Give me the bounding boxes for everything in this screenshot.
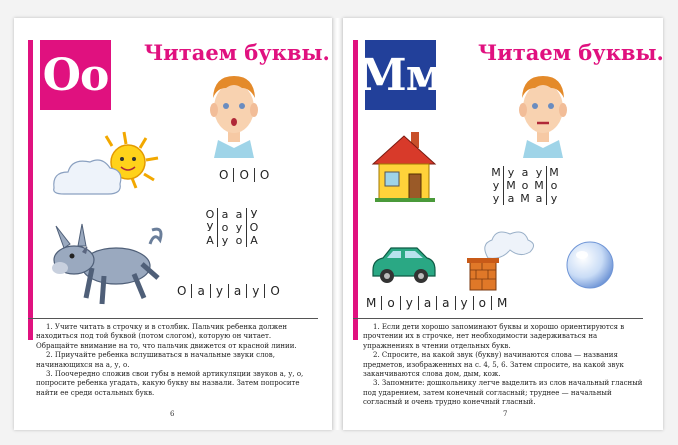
letter: М: [491, 166, 501, 179]
letter: а: [228, 284, 246, 298]
left-page: [14, 18, 332, 430]
letter: у: [507, 166, 515, 179]
letter: о: [473, 296, 491, 310]
divider: [28, 318, 318, 319]
letter: М: [491, 296, 512, 310]
grid-row: [489, 166, 561, 179]
letter: а: [436, 296, 454, 310]
grid-row: [203, 234, 261, 247]
letter: а: [221, 208, 229, 221]
letter: А: [206, 234, 214, 247]
letter-grid: [489, 166, 561, 205]
letter: а: [507, 192, 515, 205]
letter: о: [521, 179, 529, 192]
instruction-1: 1. Если дети хорошо запоминают буквы и хорошо ориентируются в прочтении их в строчке, нет необходимости задерживаться на упражнениях в чтении отдельных букв.: [363, 323, 625, 350]
page-number: 7: [503, 410, 508, 418]
right-page: [343, 18, 663, 430]
letter: у: [535, 166, 543, 179]
letter: у: [492, 192, 500, 205]
page-title: Читаем буквы.: [478, 40, 664, 65]
donkey-icon: [46, 218, 166, 308]
letter: У: [250, 208, 258, 221]
sun-cloud-icon: [46, 128, 166, 208]
letter: А: [250, 234, 258, 247]
letter: У: [206, 221, 214, 234]
instructions: [36, 323, 312, 398]
letter: М: [549, 166, 559, 179]
letter: О: [249, 221, 259, 234]
instruction-2: 2. Спросите, на какой звук (букву) начинаются слова — названия предметов, изображенных на с. 4, 5, 6. Затем спросите, на какой звук заканчиваются слова дом, дым, кож.: [363, 351, 624, 379]
letter: о: [235, 234, 243, 247]
house-icon: [371, 128, 437, 204]
letter-row-2: [172, 284, 285, 298]
letter: О: [219, 168, 229, 182]
instruction-1: 1. Учите читать в строчку и в столбик. Пальчик ребенка должен находиться под той буквой (потом слогом), которую он читает. Обращайте внимание на то, что пальчик движется от красной линии.: [36, 323, 297, 350]
letter-row-2: [361, 296, 512, 310]
letter: у: [235, 221, 243, 234]
instructions: [363, 323, 643, 408]
chimney-smoke-icon: [458, 224, 538, 294]
bubble-icon: [565, 240, 615, 290]
letter: М: [520, 192, 530, 205]
divider: [353, 318, 643, 319]
letter: а: [535, 192, 543, 205]
instruction-2: 2. Приучайте ребенка вслушиваться в начальные звуки слов, начинающихся на а, у, о.: [36, 351, 275, 369]
letter: а: [418, 296, 436, 310]
letter: а: [521, 166, 529, 179]
letter-grid: [203, 208, 261, 247]
page-title: Читаем буквы.: [144, 40, 330, 65]
letter: о: [381, 296, 399, 310]
instruction-3: 3. Поочередно сложив свои губы в немой артикуляции звуков а, у, о, попросите ребенка угадать, какую букву вы назвали. Затем попросите найти ее среди остальных букв.: [36, 370, 304, 397]
letter-box-o: Оо: [40, 40, 111, 110]
letter: у: [221, 234, 229, 247]
letter: у: [492, 179, 500, 192]
letter: О: [254, 168, 274, 182]
letter-box-m: Мм: [365, 40, 436, 110]
letter: О: [233, 168, 253, 182]
book-gutter: [332, 18, 343, 430]
letter: М: [366, 296, 377, 310]
letter: у: [550, 192, 558, 205]
letter: о: [221, 221, 229, 234]
grid-row: [489, 192, 561, 205]
letter-row-1: [214, 168, 274, 182]
instruction-3: 3. Запомните: дошкольнику легче выделить из слов начальный гласный под ударением, затем конечный согласный; труднее — начальный согласный и очень трудно конечный гласный.: [363, 379, 643, 407]
boy-face-icon: [513, 68, 573, 158]
letter: М: [534, 179, 544, 192]
grid-row: [203, 221, 261, 234]
red-line: [28, 40, 33, 340]
boy-face-icon: [204, 68, 264, 158]
letter: у: [246, 284, 264, 298]
letter: а: [191, 284, 209, 298]
letter: а: [235, 208, 243, 221]
letter: у: [400, 296, 418, 310]
letter: М: [506, 179, 516, 192]
letter: О: [264, 284, 284, 298]
car-icon: [369, 238, 439, 288]
letter: у: [455, 296, 473, 310]
grid-row: [203, 208, 261, 221]
letter: у: [210, 284, 228, 298]
letter: О: [205, 208, 215, 221]
grid-row: [489, 179, 561, 192]
page-number: 6: [170, 410, 175, 418]
letter: О: [177, 284, 187, 298]
letter: о: [550, 179, 558, 192]
